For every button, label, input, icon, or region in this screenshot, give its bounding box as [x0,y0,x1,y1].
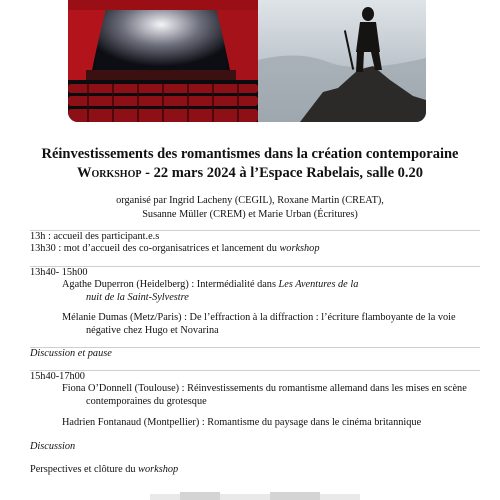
header-banner-image [68,0,426,122]
schedule-welcome: 13h : accueil des participant.e.s [30,231,160,242]
session-2-time: 15h40-17h00 [30,371,85,382]
talk-4: Hadrien Fontanaud (Montpellier) : Romantisme du paysage dans le cinéma britannique [62,417,422,428]
closing-line [30,464,178,477]
pause-label: Discussion et pause [30,348,112,359]
schedule-opening-em: workshop [279,243,320,254]
talk-1-title-b: nuit de la Saint-Sylvestre [86,291,189,303]
organizers-line-1: organisé par Ingrid Lacheny (CEGIL), Roxane Martin (CREAT), [116,195,384,206]
discussion-label: Discussion [30,441,76,452]
talk-2-line-1: Mélanie Dumas (Metz/Paris) : De l’effraction à la diffraction : l’écriture flamboyante de la voie [62,312,456,323]
talk-3 [62,383,470,408]
schedule-opening [30,243,319,256]
organizers-line-2: Susanne Müller (CREM) et Marie Urban (Écritures) [142,208,358,220]
workshop-label: Workshop [76,165,142,181]
closing-em: workshop [138,464,179,475]
talk-3-line-1: Fiona O’Donnell (Toulouse) : Réinvestissements du romantisme allemand dans les mises en scène [62,383,467,394]
talk-1-speaker: Agathe Duperron (Heidelberg) : [62,279,197,290]
talk-1 [62,279,470,304]
session-1-time: 13h40- 15h00 [30,267,88,278]
event-subtitle [0,165,500,182]
talk-2-line-2: négative chez Hugo et Novarina [86,324,219,336]
talk-1-title-a: Les Aventures de la [278,279,359,290]
closing-text: Perspectives et clôture du [30,464,139,475]
organizers [0,194,500,221]
divider [30,370,480,371]
talk-1-text: Intermédialité dans [196,279,279,290]
event-title: Réinvestissements des romantismes dans la création contemporaine [41,146,459,162]
event-date-venue: - 22 mars 2024 à l’Espace Rabelais, salle 0.20 [141,165,424,181]
footer-logos-strip [150,490,360,500]
schedule-opening-text: 13h30 : mot d’accueil des co-organisatrices et lancement du [30,243,280,254]
talk-3-line-2: contemporaines du grotesque [86,395,207,407]
talk-2 [62,312,470,337]
divider [30,266,480,267]
